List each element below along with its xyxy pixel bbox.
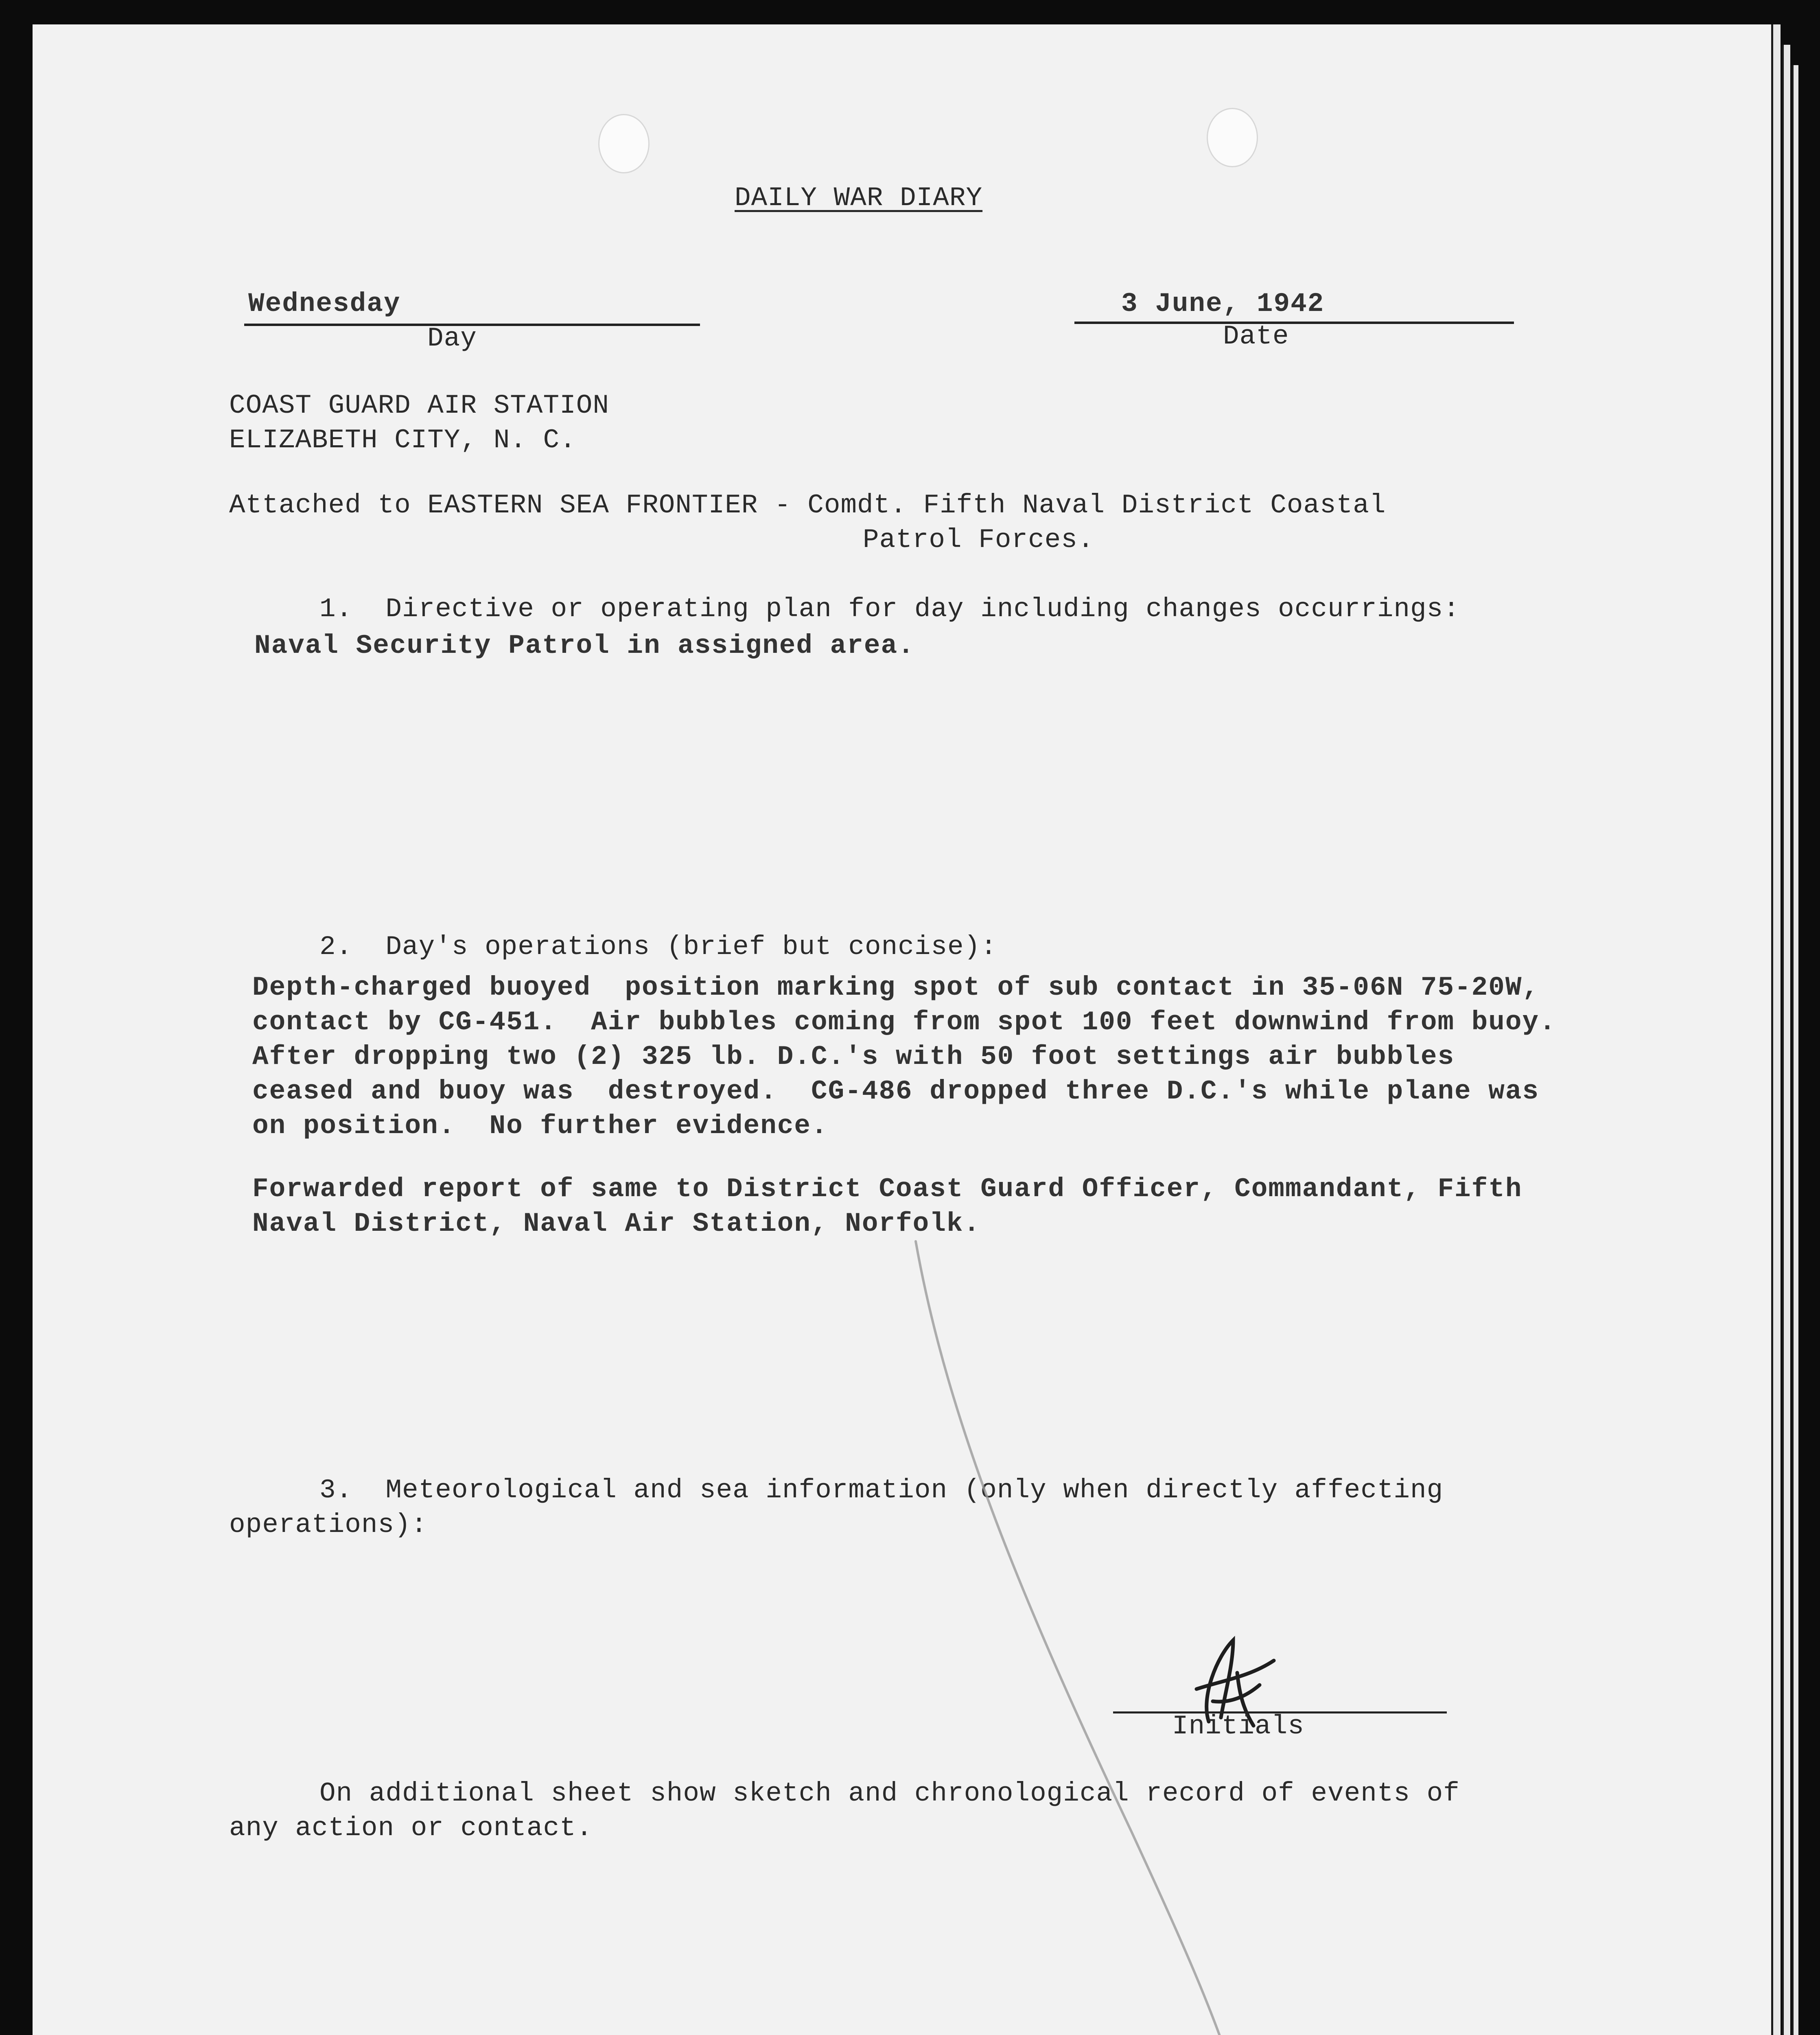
item-1-heading: 1. Directive or operating plan for day including changes occurrings: bbox=[319, 594, 1460, 624]
item-2-line: Depth-charged buoyed position marking spot of sub contact in 35-06N 75-20W, bbox=[252, 972, 1540, 1003]
attached-line-2: Patrol Forces. bbox=[863, 525, 1094, 555]
item-3-heading-line-2: operations): bbox=[229, 1510, 428, 1540]
date-value: 3 June, 1942 bbox=[1121, 289, 1325, 319]
station-line-2: ELIZABETH CITY, N. C. bbox=[229, 425, 576, 455]
station-line-1: COAST GUARD AIR STATION bbox=[229, 390, 609, 421]
forwarded-line: Naval District, Naval Air Station, Norfolk. bbox=[252, 1208, 981, 1239]
initials-label: Initials bbox=[1172, 1711, 1304, 1742]
item-2-line: After dropping two (2) 325 lb. D.C.'s with 50 foot settings air bubbles bbox=[252, 1042, 1455, 1072]
item-2-heading: 2. Day's operations (brief but concise): bbox=[319, 932, 997, 962]
forwarded-line: Forwarded report of same to District Coast Guard Officer, Commandant, Fifth bbox=[252, 1174, 1522, 1204]
date-label: Date bbox=[1223, 321, 1289, 352]
item-1-text: Naval Security Patrol in assigned area. bbox=[254, 630, 915, 661]
footer-line-2: any action or contact. bbox=[229, 1813, 593, 1843]
page-title: DAILY WAR DIARY bbox=[735, 183, 983, 213]
item-3-heading-line-1: 3. Meteorological and sea information (only when directly affecting bbox=[319, 1475, 1444, 1505]
item-2-line: contact by CG-451. Air bubbles coming from spot 100 feet downwind from buoy. bbox=[252, 1007, 1556, 1037]
item-2-line: on position. No further evidence. bbox=[252, 1111, 828, 1141]
footer-line-1: On additional sheet show sketch and chronological record of events of bbox=[319, 1778, 1460, 1809]
attached-line-1: Attached to EASTERN SEA FRONTIER - Comdt. Fifth Naval District Coastal bbox=[229, 490, 1386, 521]
day-value: Wednesday bbox=[248, 289, 401, 319]
item-2-line: ceased and buoy was destroyed. CG-486 dropped three D.C.'s while plane was bbox=[252, 1076, 1540, 1107]
day-label: Day bbox=[427, 323, 477, 354]
